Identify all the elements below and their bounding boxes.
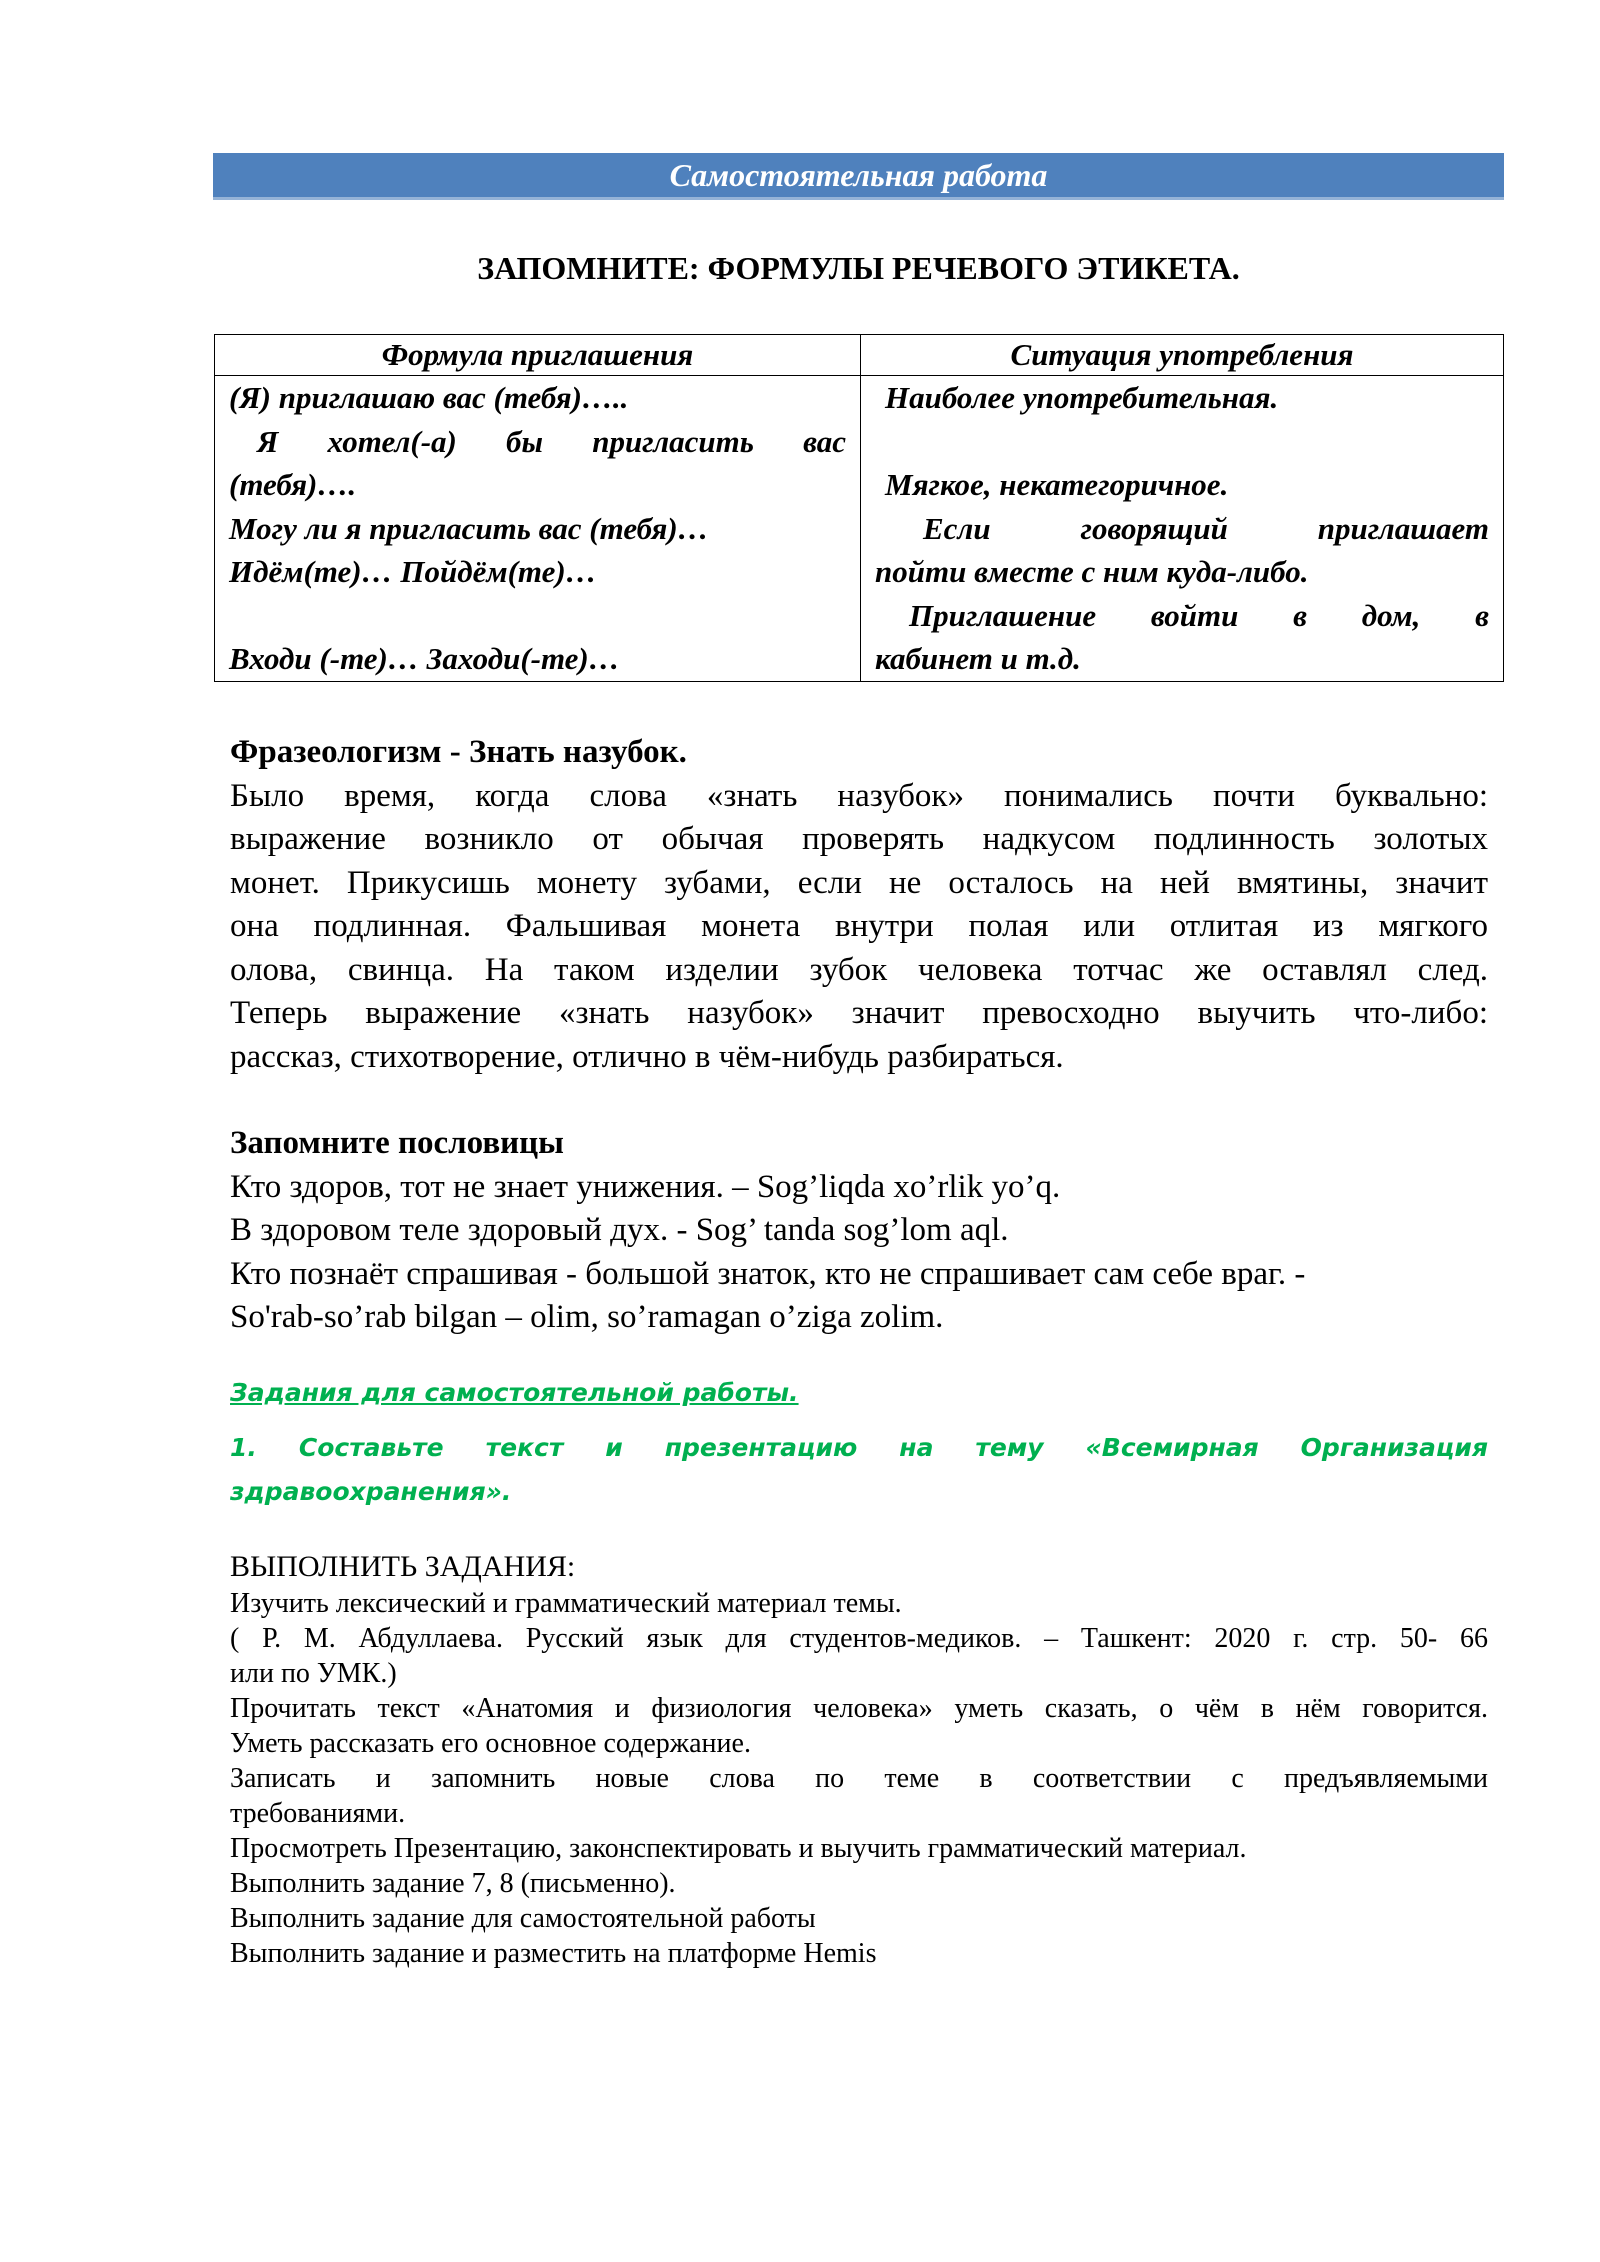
proverb-line: Кто здоров, тот не знает унижения. – Sog’liqda xo’rlik yo’q. (230, 1168, 1061, 1205)
phraseologism-title: Фразеологизм - Знать назубок. (230, 734, 687, 770)
page-heading: ЗАПОМНИТЕ: ФОРМУЛЫ РЕЧЕВОГО ЭТИКЕТА. (477, 250, 1240, 286)
assignment-line: Выполнить задание для самостоятельной работы (230, 1903, 816, 1934)
formula-cell (215, 376, 861, 682)
situation-line: пойти вместе с ним куда-либо. (875, 554, 1309, 589)
assignment-line: требованиями. (230, 1798, 406, 1829)
proverb-line: Кто познаёт спрашивая - большой знаток, кто не спрашивает сам себе враг. - (230, 1255, 1306, 1292)
phraseologism-line: она подлинная. Фальшивая монета внутри полая или отлитая из мягкого (230, 908, 1488, 944)
phraseologism-line: Было время, когда слова «знать назубок» понимались почти буквально: (230, 777, 1488, 814)
proverbs-section (230, 1122, 1488, 1340)
situation-line: Мягкое, некатегоричное. (885, 467, 1229, 502)
independent-task (230, 1426, 1488, 1514)
assignment-line: или по УМК.) (230, 1658, 397, 1689)
formula-line: Я хотел(-а) бы пригласить вас (257, 423, 846, 459)
table-header-situation: Ситуация употребления (861, 335, 1504, 376)
banner-title: Самостоятельная работа (669, 157, 1048, 193)
situation-line (875, 420, 1489, 464)
table-header-row (215, 335, 1504, 376)
phraseologism-line: олова, свинца. На таком изделии зубок человека тотчас же оставлял след. (230, 951, 1488, 988)
assignment-line: Уметь рассказать его основное содержание. (230, 1728, 751, 1759)
task-line: здравоохранения». (230, 1477, 512, 1506)
situation-line: Если говорящий приглашает (923, 510, 1489, 546)
situation-line: кабинет и т.д. (875, 641, 1081, 676)
section-banner (213, 153, 1504, 200)
phraseologism-section (230, 731, 1488, 1079)
formula-line: Идём(те)… Пойдём(те)… (229, 554, 597, 589)
assignments-list (230, 1548, 1488, 1971)
phraseologism-line: монет. Прикусишь монету зубами, если не осталось на ней вмятины, значит (230, 864, 1488, 901)
formula-line: (Я) приглашаю вас (тебя)….. (229, 380, 629, 415)
assignment-line: ( Р. М. Абдуллаева. Русский язык для студентов-медиков. – Ташкент: 2020 г. стр. 50- 66 (230, 1623, 1488, 1654)
assignment-line: Выполнить задание и разместить на платформе Hemis (230, 1938, 877, 1969)
phraseologism-line: выражение возникло от обычая проверять надкусом подлинность золотых (230, 821, 1488, 857)
etiquette-table (214, 334, 1504, 682)
situation-line: Наиболее употребительная. (885, 380, 1279, 415)
proverbs-title: Запомните пословицы (230, 1125, 564, 1161)
assignment-line: Выполнить задание 7, 8 (письменно). (230, 1868, 676, 1899)
formula-line (229, 594, 846, 638)
table-header-formula: Формула приглашения (215, 335, 861, 376)
assignment-line: Изучить лексический и грамматический материал темы. (230, 1588, 902, 1619)
formula-line: Входи (-те)… Заходи(-те)… (229, 641, 620, 676)
proverb-line: So'rab-so’rab bilgan – olim, so’ramagan o’ziga zolim. (230, 1299, 944, 1335)
proverb-line: В здоровом теле здоровый дух. - Sog’ tanda sog’lom aql. (230, 1212, 1009, 1248)
assignment-line: Просмотреть Презентацию, законспектировать и выучить грамматический материал. (230, 1833, 1247, 1864)
formula-line: Могу ли я пригласить вас (тебя)… (229, 510, 709, 546)
phraseologism-line: Теперь выражение «знать назубок» значит превосходно выучить что-либо: (230, 995, 1488, 1031)
formula-line: (тебя)…. (229, 467, 357, 502)
table-row (215, 376, 1504, 682)
assignment-line: Записать и запомнить новые слова по теме в соответствии с предъявляемыми (230, 1763, 1488, 1794)
independent-tasks-title: Задания для самостоятельной работы. (230, 1378, 799, 1407)
phraseologism-line: рассказ, стихотворение, отлично в чём-нибудь разбираться. (230, 1038, 1064, 1075)
assignment-line: Прочитать текст «Анатомия и физиология человека» уметь сказать, о чём в нём говорится. (230, 1693, 1488, 1724)
assignments-heading: ВЫПОЛНИТЬ ЗАДАНИЯ: (230, 1550, 576, 1583)
situation-line: Приглашение войти в дом, в (909, 597, 1489, 633)
task-line: 1. Составьте текст и презентацию на тему «Всемирная Организация (230, 1433, 1488, 1462)
situation-cell (861, 376, 1504, 682)
